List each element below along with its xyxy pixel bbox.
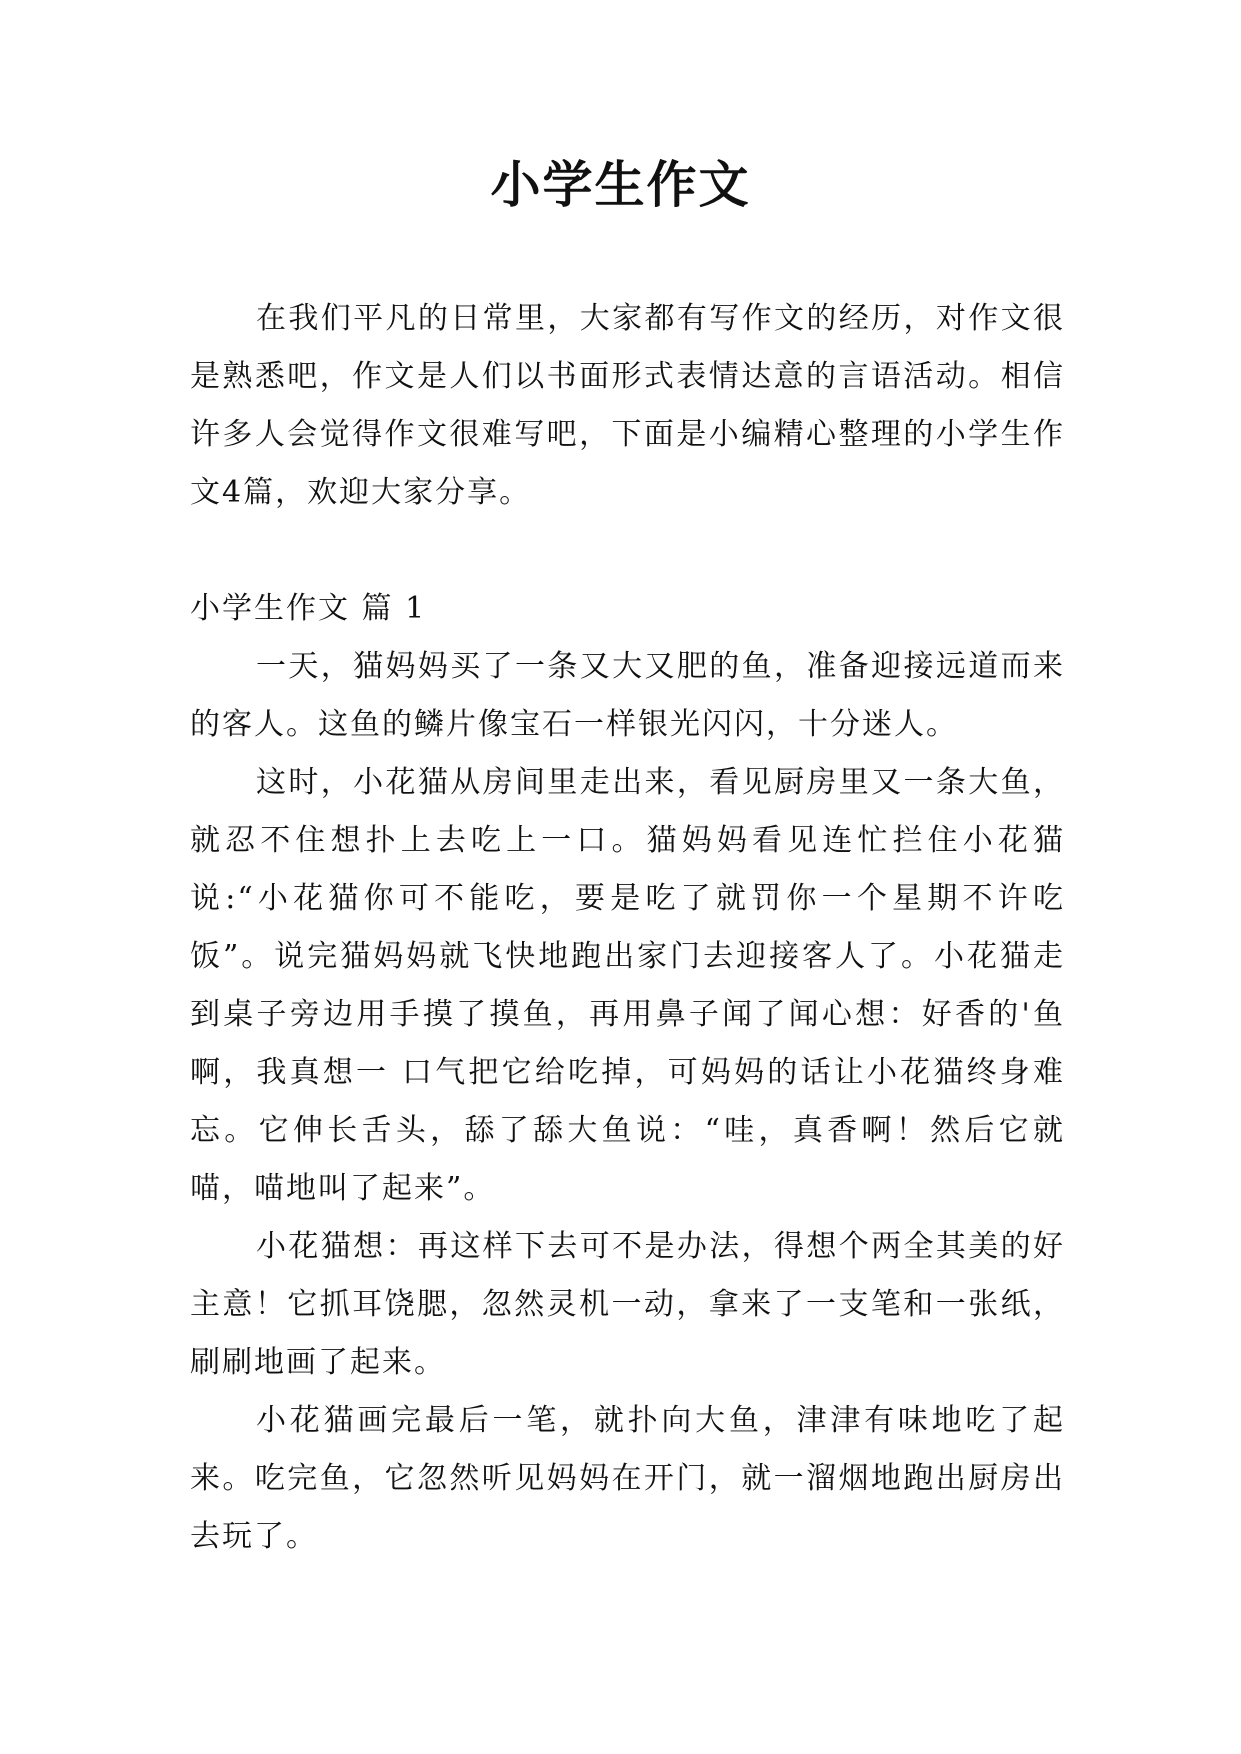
- story-paragraph-3: 小花猫想：再这样下去可不是办法，得想个两全其美的好主意！它抓耳饶腮，忽然灵机一动，拿来了一支笔和一张纸，刷刷地画了起来。: [190, 1229, 1065, 1380]
- story-paragraph-4: 小花猫画完最后一笔，就扑向大鱼，津津有味地吃了起来。吃完鱼，它忽然听见妈妈在开门，就一溜烟地跑出厨房出去玩了。: [190, 1403, 1065, 1554]
- intro-paragraph: 在我们平凡的日常里，大家都有写作文的经历，对作文很是熟悉吧，作文是人们以书面形式表情达意的言语活动。相信许多人会觉得作文很难写吧，下面是小编精心整理的小学生作文4篇，欢迎大家分享。: [190, 301, 1065, 510]
- paragraph-spacer: [190, 522, 1065, 580]
- story-paragraph-2: 这时，小花猫从房间里走出来，看见厨房里又一条大鱼，就忍不住想扑上去吃上一口。猫妈妈看见连忙拦住小花猫说:“小花猫你可不能吃，要是吃了就罚你一个星期不许吃饭”。说完猫妈妈就飞快地跑出家门去迎接客人了。小花猫走到桌子旁边用手摸了摸鱼，再用鼻子闻了闻心想：好香的'鱼啊，我真想一 口气把它给吃掉，可妈妈的话让小花猫终身难忘。它伸长舌头，舔了舔大鱼说：“哇，真香啊！然后它就喵，喵地叫了起来”。: [190, 765, 1065, 1206]
- story-paragraph-1: 一天，猫妈妈买了一条又大又肥的鱼，准备迎接远道而来的客人。这鱼的鳞片像宝石一样银光闪闪，十分迷人。: [190, 649, 1065, 742]
- section-heading: 小学生作文 篇 1: [190, 591, 427, 626]
- document-title: 小学生作文: [490, 155, 751, 214]
- document-body: [190, 290, 1065, 1566]
